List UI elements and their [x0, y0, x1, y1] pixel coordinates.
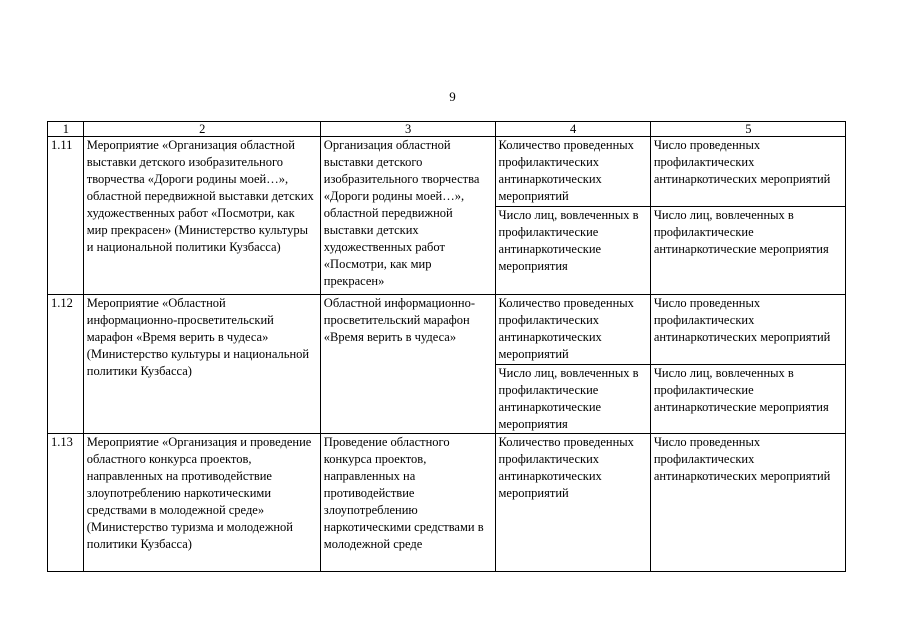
table-row	[48, 295, 846, 365]
measures-table	[47, 121, 846, 572]
column-header: 2	[83, 122, 320, 137]
indicator-cell: Количество проведенных профилактических антинаркотических мероприятий	[495, 137, 650, 207]
table-header-row	[48, 122, 846, 137]
event-content: Организация областной выставки детского изобразительного творчества «Дороги родины моей…», областной передвижной выставки детских художественных работ «Посмотри, как мир прекрасен»	[320, 137, 495, 295]
result-cell: Число проведенных профилактических антинаркотических мероприятий	[650, 434, 845, 572]
event-description: Мероприятие «Областной информационно-просветительский марафон «Время верить в чудеса» (Министерство культуры и национальной политики Кузбасса)	[83, 295, 320, 434]
event-content: Проведение областного конкурса проектов, направленных на противодействие злоупотреблению наркотическими средствами в молодежной среде	[320, 434, 495, 572]
table-row	[48, 434, 846, 572]
event-content: Областной информационно-просветительский марафон «Время верить в чудеса»	[320, 295, 495, 434]
indicator-cell: Число лиц, вовлеченных в профилактические антинаркотические мероприятия	[495, 207, 650, 295]
result-cell: Число лиц, вовлеченных в профилактические антинаркотические мероприятия	[650, 207, 845, 295]
indicator-cell: Количество проведенных профилактических антинаркотических мероприятий	[495, 434, 650, 572]
column-header: 3	[320, 122, 495, 137]
indicator-cell: Число лиц, вовлеченных в профилактические антинаркотические мероприятия	[495, 365, 650, 434]
result-cell: Число проведенных профилактических антинаркотических мероприятий	[650, 295, 845, 365]
event-description: Мероприятие «Организация областной выставки детского изобразительного творчества «Дороги родины моей…», областной передвижной выставки детских художественных работ «Посмотри, как мир прекрасен» (Министерство культуры и национальной политики Кузбасса)	[83, 137, 320, 295]
column-header: 4	[495, 122, 650, 137]
row-number: 1.13	[48, 434, 84, 572]
row-number: 1.12	[48, 295, 84, 434]
page-number: 9	[449, 89, 456, 104]
result-cell: Число проведенных профилактических антинаркотических мероприятий	[650, 137, 845, 207]
table-row	[48, 137, 846, 207]
column-header: 5	[650, 122, 845, 137]
column-header: 1	[48, 122, 84, 137]
result-cell: Число лиц, вовлеченных в профилактические антинаркотические мероприятия	[650, 365, 845, 434]
row-number: 1.11	[48, 137, 84, 295]
event-description: Мероприятие «Организация и проведение областного конкурса проектов, направленных на противодействие злоупотреблению наркотическими средствами в молодежной среде» (Министерство туризма и молодежной политики Кузбасса)	[83, 434, 320, 572]
indicator-cell: Количество проведенных профилактических антинаркотических мероприятий	[495, 295, 650, 365]
